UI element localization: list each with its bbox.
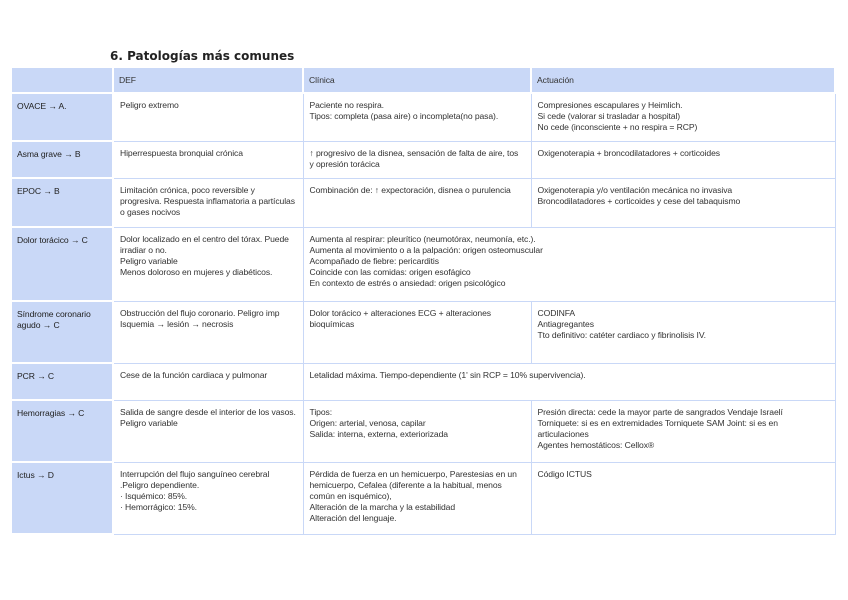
table-row	[11, 462, 835, 534]
def-cell: Interrupción del flujo sanguíneo cerebral .Peligro dependiente. · Isquémico: 85%. · Hemorrágico: 15%.	[113, 462, 303, 534]
clinica-cell: Pérdida de fuerza en un hemicuerpo, Parestesias en un hemicuerpo, Cefalea (diferente a la habitual, menos común en isquémico), Alteración de la marcha y la estabilidad Alteración del lenguaje.	[303, 462, 531, 534]
page-title: 6. Patologías más comunes	[110, 49, 295, 63]
clinica-cell: Letalidad máxima. Tiempo-dependiente (1' sin RCP = 10% supervivencia).	[303, 363, 835, 400]
def-cell: Limitación crónica, poco reversible y progresiva. Respuesta inflamatoria a partículas o gases nocivos	[113, 178, 303, 227]
def-cell: Obstrucción del flujo coronario. Peligro imp Isquemia → lesión → necrosis	[113, 301, 303, 363]
header-empty	[11, 67, 113, 93]
clinica-cell: Dolor torácico + alteraciones ECG + alteraciones bioquímicas	[303, 301, 531, 363]
table-row	[11, 178, 835, 227]
table-row	[11, 301, 835, 363]
def-cell: Salida de sangre desde el interior de los vasos. Peligro variable	[113, 400, 303, 462]
header-def: DEF	[113, 67, 303, 93]
clinica-cell: Paciente no respira. Tipos: completa (pasa aire) o incompleta(no pasa).	[303, 93, 531, 141]
row-name: Asma grave → B	[11, 141, 113, 178]
clinica-cell: Aumenta al respirar: pleurítico (neumotórax, neumonía, etc.). Aumenta al movimiento o a la palpación: origen osteomuscular Acompañado de fiebre: pericarditis Coincide con las comidas: origen esofágico En contexto de estrés o ansiedad: origen psicológico	[303, 227, 835, 301]
clinica-cell: Tipos: Origen: arterial, venosa, capilar Salida: interna, externa, exteriorizada	[303, 400, 531, 462]
table-row	[11, 400, 835, 462]
table-row	[11, 93, 835, 141]
header-row	[11, 67, 835, 93]
clinica-cell: ↑ progresivo de la disnea, sensación de falta de aire, tos y opresión torácica	[303, 141, 531, 178]
header-actuacion: Actuación	[531, 67, 835, 93]
def-cell: Peligro extremo	[113, 93, 303, 141]
actuacion-cell: CODINFA Antiagregantes Tto definitivo: catéter cardiaco y fibrinolisis IV.	[531, 301, 835, 363]
actuacion-cell: Oxigenoterapia y/o ventilación mecánica no invasiva Broncodilatadores + corticoides y cese del tabaquismo	[531, 178, 835, 227]
pathologies-table	[10, 66, 836, 535]
clinica-cell: Combinación de: ↑ expectoración, disnea o purulencia	[303, 178, 531, 227]
actuacion-cell: Compresiones escapulares y Heimlich. Si cede (valorar si trasladar a hospital) No cede (inconsciente + no respira = RCP)	[531, 93, 835, 141]
table-row	[11, 227, 835, 301]
row-name: Dolor torácico → C	[11, 227, 113, 301]
row-name: Hemorragias → C	[11, 400, 113, 462]
row-name: EPOC → B	[11, 178, 113, 227]
def-cell: Hiperrespuesta bronquial crónica	[113, 141, 303, 178]
actuacion-cell: Oxigenoterapia + broncodilatadores + corticoides	[531, 141, 835, 178]
def-cell: Dolor localizado en el centro del tórax. Puede irradiar o no. Peligro variable Menos doloroso en mujeres y diabéticos.	[113, 227, 303, 301]
row-name: PCR → C	[11, 363, 113, 400]
actuacion-cell: Presión directa: cede la mayor parte de sangrados Vendaje Israelí Torniquete: si es en extremidades Torniquete SAM Joint: si es en articulaciones Agentes hemostáticos: Cellox®	[531, 400, 835, 462]
row-name: Síndrome coronario agudo → C	[11, 301, 113, 363]
header-clinica: Clínica	[303, 67, 531, 93]
table-row	[11, 363, 835, 400]
row-name: Ictus → D	[11, 462, 113, 534]
def-cell: Cese de la función cardiaca y pulmonar	[113, 363, 303, 400]
row-name: OVACE → A.	[11, 93, 113, 141]
table-row	[11, 141, 835, 178]
actuacion-cell: Código ICTUS	[531, 462, 835, 534]
